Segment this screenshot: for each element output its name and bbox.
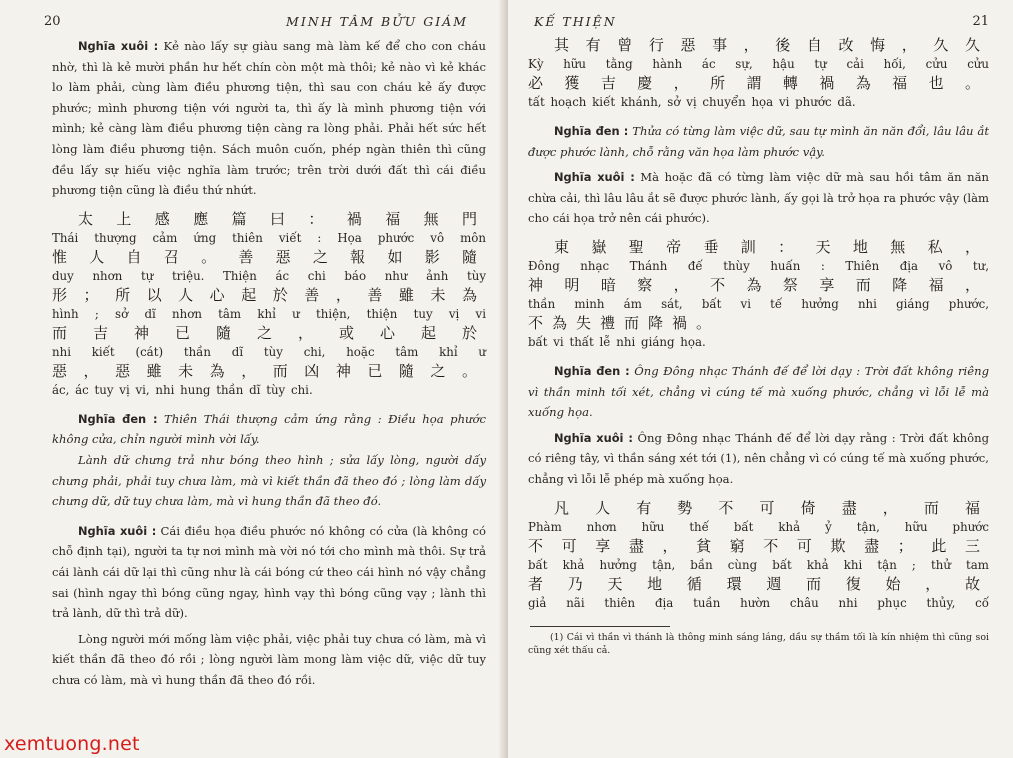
han-line: 不可享盡，貧窮不可欺盡；此三: [528, 536, 989, 555]
han-line: 其有曾行惡事，後自改悔，久久: [554, 36, 989, 54]
han-line: 必獲吉慶，所謂轉禍為福也。: [528, 74, 989, 92]
paragraph-label: Nghĩa đen :: [78, 411, 158, 426]
paragraph-text: Thửa có từng làm việc dữ, sau tự mình ăn năn đổi, lâu lâu ắt được phước lành, chỗ rằng văn họa làm phước vậy.: [528, 124, 989, 159]
paragraph-label: Nghĩa xuôi :: [78, 39, 159, 53]
verse-block: [528, 238, 989, 351]
running-head: KẾ THIỆN: [534, 14, 617, 29]
transliteration-line: Phàm nhơn hữu thế bất khả ỷ tận, hữu phước: [528, 519, 989, 534]
paragraph-nghia-den: [52, 409, 486, 450]
paragraph-nghia-xuoi: [528, 167, 989, 229]
left-page: [0, 0, 506, 758]
paragraph-nghia-den: [528, 361, 989, 423]
han-line: 惡，惡雖未為，而凶神已隨之。: [52, 361, 486, 380]
han-line: 太上感應篇曰：禍福無門: [78, 209, 486, 228]
han-line: 神明暗察，不為祭享而降福，: [528, 275, 989, 294]
paragraph-nghia-xuoi: [528, 428, 989, 490]
han-line: 惟人自召。善惡之報如影隨: [52, 247, 486, 266]
han-line: 形；所以人心起於善，善雖未為: [52, 285, 486, 304]
transliteration-line: Đông nhạc Thánh đế thùy huấn : Thiên địa vô tư,: [528, 258, 989, 273]
verse-block: [52, 210, 486, 399]
paragraph-text: Ông Đông nhạc Thánh đế để lời dạy rằng : Trời đất không có riêng tây, vì thần sáng xét tới (1), nên chẳng vì có cúng tế mà xuống phước, chẳng vì lỗi lễ phép mà xuống họa.: [528, 430, 990, 486]
transliteration-line: bất vi thất lễ nhi giáng họa.: [528, 334, 706, 349]
transliteration-line: ác, ác tuy vị vi, nhi hung thần dĩ tùy chi.: [52, 382, 313, 397]
footnote: (1) Cái vì thần vì thánh là thông minh sáng láng, dầu sự thầm tối là kín nhiệm thì cũng soi cũng xét thấu cả.: [528, 631, 989, 656]
paragraph-label: Nghĩa xuôi :: [78, 523, 157, 538]
watermark-text: xemtuong.net: [4, 733, 140, 755]
transliteration-line: duy nhơn tự triệu. Thiện ác chi báo như ảnh tùy: [52, 268, 486, 283]
paragraph-nghia-den: [528, 121, 989, 162]
paragraph-label: Nghĩa đen :: [554, 363, 630, 378]
transliteration-line: tất hoạch kiết khánh, sở vị chuyển họa vi phước dã.: [528, 95, 856, 109]
han-line: 者乃天地循環週而復始，故: [528, 574, 989, 593]
transliteration-line: giả nãi thiên địa tuần hườn châu nhi phục thủy, cố: [528, 595, 989, 610]
paragraph-text: Cái điều họa điều phước nó không có cửa (là không có chỗ định tại), người ta tự nơi mình mà vời nó tới cho mình mà thôi. Sự trả cái lành cái dữ lại thì cũng như là cái bóng cứ theo cái hình nó vậy chẳng sai (hình ngay thì bóng cũng ngay, hình vạy thì bóng cũng vạy ; lành thì trả lành, dữ thì trả dữ).: [52, 523, 486, 621]
paragraph-label: Nghĩa đen :: [554, 124, 629, 138]
paragraph-nghia-xuoi: [52, 36, 486, 201]
footnote-rule: [530, 626, 670, 627]
paragraph-text: Mà hoặc đã có từng làm việc dữ mà sau hồi tâm ăn năn chừa cải, thì lâu lâu ắt sẽ được phước lành, ấy gọi là trở họa ra phước vậy (làm cho cái họa trở nên cái phước).: [528, 170, 989, 226]
left-page-header: [44, 14, 486, 36]
paragraph-label: Nghĩa xuôi :: [554, 170, 635, 185]
paragraph-nghia-xuoi: [52, 521, 486, 624]
han-line: 東嶽聖帝垂訓：天地無私，: [554, 237, 989, 256]
right-page-header: [528, 14, 989, 36]
verse-block: [528, 499, 989, 612]
paragraph-label: Nghĩa xuôi :: [554, 430, 633, 445]
right-page: [508, 0, 1013, 758]
page-number: 21: [972, 14, 989, 29]
han-line: 凡人有勢不可倚盡，而福: [554, 498, 989, 517]
running-head: MINH TÂM BỬU GIÁM: [286, 14, 468, 29]
transliteration-line: thần minh ám sát, bất vi tế hưởng nhi giáng phước,: [528, 296, 989, 311]
transliteration-line: Thái thượng cảm ứng thiên viết : Họa phước vô môn: [52, 230, 486, 245]
transliteration-line: Kỳ hữu tằng hành ác sự, hậu tự cải hối, cửu cửu: [528, 57, 989, 71]
transliteration-line: hình ; sở dĩ nhơn tâm khỉ ư thiện, thiện tuy vị vi: [52, 306, 486, 321]
paragraph-continued: Lành dữ chưng trả như bóng theo hình ; sửa lấy lòng, người dấy chưng phải, phải tuy chưa làm, mà vì kiết thần đã theo đó ; lòng làm dấy chưng dữ, dữ tuy chưa làm, mà vì hung thần đã theo đó.: [52, 452, 486, 509]
han-line: 不為失禮而降禍。: [528, 313, 721, 332]
paragraph-continued: Lòng người mới mống làm việc phải, việc phải tuy chưa có làm, mà vì kiết thần đã theo đó rồi ; lòng người làm mong làm việc dữ, việc dữ tuy chưa có làm, mà vì hung thần đã theo đó rồi.: [52, 631, 486, 687]
paragraph-text: Ông Đông nhạc Thánh đế để lời dạy : Trời đất không riêng vì thần minh tối xét, chẳng vì cúng tế mà xuống phước, chẳng vì lỗi lễ mà xuống họa.: [528, 363, 989, 420]
transliteration-line: bất khả hưởng tận, bần cùng bất khả khi tận ; thử tam: [528, 557, 989, 572]
transliteration-line: nhi kiết (cát) thần dĩ tùy chi, hoặc tâm khỉ ư: [52, 344, 486, 359]
paragraph-text: Thiên Thái thượng cảm ứng rằng : Điều họa phước không cửa, chỉn người mình vời lấy.: [52, 411, 486, 447]
han-line: 而吉神已隨之，或心起於: [52, 323, 486, 342]
verse-block: [528, 36, 989, 111]
page-number: 20: [44, 14, 61, 29]
paragraph-text: Kẻ nào lấy sự giàu sang mà làm kế để cho con cháu nhờ, thì là kẻ mười phần hư hết chín còn một mà thôi; kẻ nào vì kẻ khác lo làm phải, cùng làm điều phương tiện, thì sau con cháu kẻ ấy được phước; mình phương tiện với người ta, thì ấy là mình phương tiện với mình; kẻ càng làm điều phương tiện càng ra lòng phải. Phải hết sức hết lòng làm điều phương tiện. Sách muôn cuốn, phép ngàn thiên thì cũng đều lấy sự hiếu việc nghĩa làm trước; trên trời dưới đất thì cái điều phương tiện cũng là điều thứ nhứt.: [52, 39, 487, 198]
